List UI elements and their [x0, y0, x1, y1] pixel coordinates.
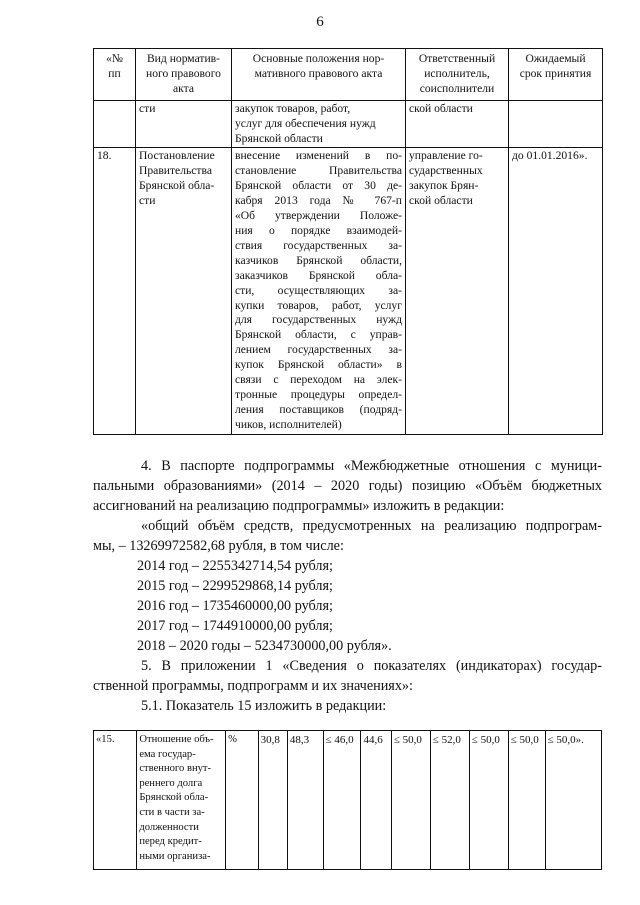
row-act-type: сти — [136, 100, 232, 148]
header-act-type: Вид норматив- ного правового акта — [136, 49, 232, 101]
indicator-table — [93, 730, 602, 870]
list-item: 2017 год – 1744910000,00 рубля; — [137, 618, 333, 634]
paragraph-5: 5. В приложении 1 «Сведения о показателях (индикаторах) государ- ственной программы, подпрограмм и их значениях»: — [93, 658, 602, 694]
header-number: «№ пп — [94, 49, 136, 101]
table-header-row — [94, 49, 603, 101]
row-number: 18. — [94, 148, 136, 434]
table-row — [94, 148, 603, 434]
indicator-name: Отношение объ- ема государ- ственного внут- реннего долга Брянской обла- сти в части за- долженности перед кредит- ными организа- — [137, 731, 226, 870]
header-deadline: Ожидаемый срок принятия — [509, 49, 603, 101]
year-allocations — [93, 556, 602, 656]
indicator-unit: % — [226, 731, 258, 870]
indicator-value: ≤ 50,0 — [469, 731, 508, 870]
row-number — [94, 100, 136, 148]
row-deadline: до 01.01.2016». — [509, 148, 603, 434]
indicator-value: ≤ 52,0 — [430, 731, 469, 870]
table-row — [94, 731, 602, 870]
header-provisions: Основные положения нор- мативного правового акта — [232, 49, 406, 101]
list-item: 2014 год – 2255342714,54 рубля; — [137, 558, 333, 574]
row-deadline — [509, 100, 603, 148]
row-provisions: закупок товаров, работ, услуг для обеспечения нужд Брянской области — [232, 100, 406, 148]
indicator-value: ≤ 46,0 — [323, 731, 361, 870]
list-item: 2018 – 2020 годы – 5234730000,00 рубля». — [137, 638, 392, 654]
indicator-value: 30,8 — [258, 731, 287, 870]
legal-acts-table — [93, 48, 603, 435]
paragraph-4: 4. В паспорте подпрограммы «Межбюджетные отношения с муници- пальными образованиями» (2014 – 2020 годы) позицию «Объём бюджетных ассигнований на реализацию подпрограммы» изложить в редакции: «общий объём средств, предусмотренных на реализацию подпрограм- мы, – 13269972582,68 рубля, в том числе: — [93, 458, 602, 554]
page-number: 6 — [316, 14, 324, 30]
row-provisions: внесение изменений в по- становление Правительства Брянской области от 30 де- кабря 2013 года № 767-п «Об утверждении Положе- ния о порядке взаимодей- ствия государственных за- казчиков Брянской области, заказчиков Брянской обла- сти, осуществляющих за- купки товаров, работ, услуг для государственных нужд Брянской области, с управ- лением государственных за- купок Брянской области» в связи с переходом на элек- тронные процедуры определ- ления поставщиков (подряд- чиков, исполнителей) — [232, 148, 406, 434]
indicator-value: ≤ 50,0 — [391, 731, 430, 870]
list-item: 2015 год – 2299529868,14 рубля; — [137, 578, 333, 594]
list-item: 2016 год – 1735460000,00 рубля; — [137, 598, 333, 614]
indicator-value: 44,6 — [361, 731, 391, 870]
indicator-number: «15. — [94, 731, 137, 870]
header-executor: Ответственный исполнитель, соисполнители — [406, 49, 509, 101]
indicator-value: ≤ 50,0». — [545, 731, 601, 870]
indicator-value: 48,3 — [287, 731, 323, 870]
paragraph-5-1: 5.1. Показатель 15 изложить в редакции: — [141, 698, 387, 714]
table-row — [94, 100, 603, 148]
indicator-value: ≤ 50,0 — [508, 731, 545, 870]
row-executor: ской области — [406, 100, 509, 148]
row-executor: управление го- сударственных закупок Брян- ской области — [406, 148, 509, 434]
row-act-type: Постановление Правительства Брянской обла- сти — [136, 148, 232, 434]
